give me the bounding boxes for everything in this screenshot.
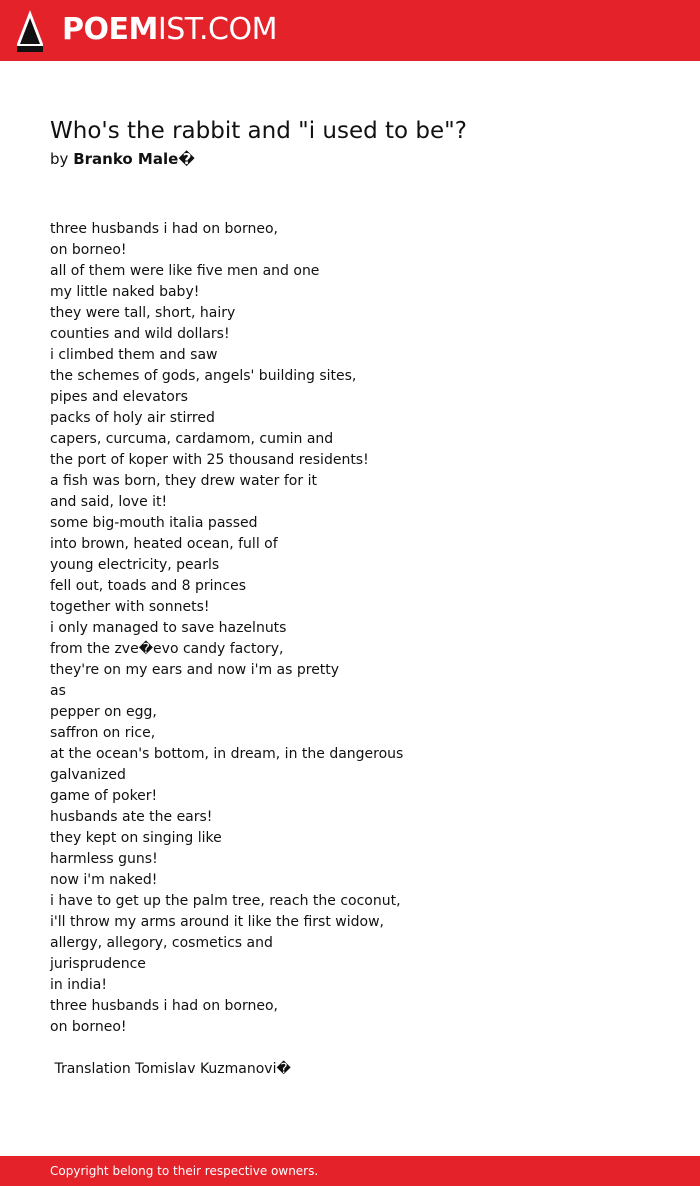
copyright-text: Copyright belong to their respective owners. [50, 1164, 319, 1178]
poem-line: all of them were like five men and one [50, 263, 320, 279]
footer-bar [0, 1156, 700, 1186]
poem-line: fell out, toads and 8 princes [50, 578, 247, 594]
poem-line: the schemes of gods, angels' building sites, [50, 368, 357, 384]
poem-line: galvanized [50, 767, 126, 783]
poem-line: counties and wild dollars! [50, 326, 230, 342]
poem-line: now i'm naked! [50, 872, 158, 888]
poem-line: three husbands i had on borneo, [50, 998, 278, 1014]
poem-line: as [50, 683, 66, 699]
author-name: Branko Male� [73, 150, 195, 168]
logo-light-text: IST.COM [157, 12, 277, 47]
poem-line: husbands ate the ears! [50, 809, 213, 825]
poem-line: a fish was born, they drew water for it [50, 473, 317, 489]
poem-body [50, 219, 403, 1038]
poem-line: my little naked baby! [50, 284, 200, 300]
poem-line: they were tall, short, hairy [50, 305, 236, 321]
poem-line: and said, love it! [50, 494, 168, 510]
site-logo[interactable] [62, 12, 277, 48]
poem-line: three husbands i had on borneo, [50, 221, 278, 237]
poem-line: allergy, allegory, cosmetics and [50, 935, 273, 951]
poem-line: i have to get up the palm tree, reach the coconut, [50, 893, 401, 909]
poem-line: on borneo! [50, 242, 127, 258]
pencil-tip-icon [17, 10, 43, 52]
poem-line: game of poker! [50, 788, 158, 804]
by-label: by [50, 150, 69, 168]
poem-line: pipes and elevators [50, 389, 188, 405]
poem-line: the port of koper with 25 thousand residents! [50, 452, 369, 468]
poem-line: i only managed to save hazelnuts [50, 620, 287, 636]
poem-line: i'll throw my arms around it like the first widow, [50, 914, 384, 930]
poem-line: from the zve�evo candy factory, [50, 641, 284, 657]
poem-line: capers, curcuma, cardamom, cumin and [50, 431, 334, 447]
logo-bold-text: POEM [62, 12, 158, 47]
poem-line: into brown, heated ocean, full of [50, 536, 278, 552]
poem-line: on borneo! [50, 1019, 127, 1035]
poem-line: jurisprudence [50, 956, 146, 972]
poem-line: some big-mouth italia passed [50, 515, 258, 531]
poem-title: Who's the rabbit and "i used to be"? [50, 118, 467, 144]
poem-line: saffron on rice, [50, 725, 156, 741]
poem-line: harmless guns! [50, 851, 158, 867]
poem-line: they're on my ears and now i'm as pretty [50, 662, 340, 678]
poem-line: together with sonnets! [50, 599, 210, 615]
poem-line: at the ocean's bottom, in dream, in the dangerous [50, 746, 404, 762]
poem-line: i climbed them and saw [50, 347, 218, 363]
poem-line: they kept on singing like [50, 830, 222, 846]
poem-line: pepper on egg, [50, 704, 157, 720]
poem-line: young electricity, pearls [50, 557, 220, 573]
byline [50, 149, 195, 169]
translation-credit: Translation Tomislav Kuzmanovi� [50, 1061, 291, 1077]
poem-line: in india! [50, 977, 107, 993]
top-bar [0, 0, 700, 61]
poem-line: packs of holy air stirred [50, 410, 215, 426]
